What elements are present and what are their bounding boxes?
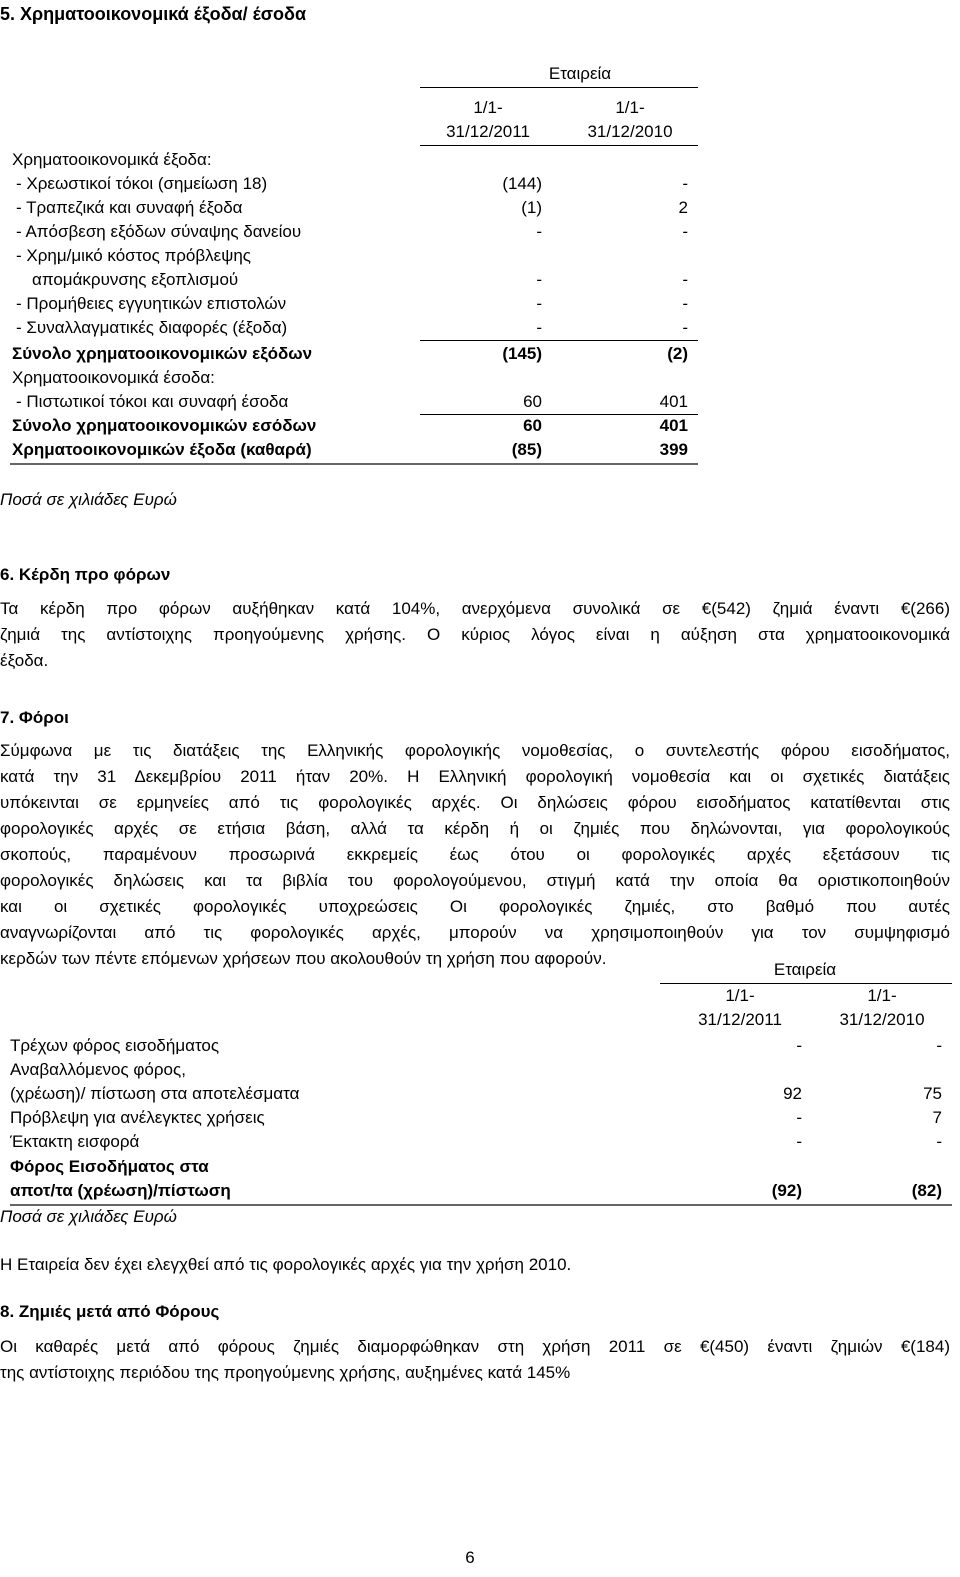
s5-row-v1: (145) [502,344,542,363]
s5-row-label: απομάκρυνσης εξοπλισμού [32,270,239,289]
s5-row-label: Χρηματοοικονομικά έξοδα: [12,150,212,169]
s7-row-v2: 75 [923,1084,942,1103]
s7-col1-line1: 1/1- [725,986,755,1005]
s5-bottom-rule [10,463,698,465]
s5-row-v2: - [682,174,688,193]
s6-line: Τα κέρδη προ φόρων αυξήθηκαν κατά 104%, ανερχόμενα συνολικά σε €(542) ζημιά έναντι €(266) [0,599,950,618]
s5-row-v1: - [536,318,542,337]
s7-row-label: Έκτακτη εισφορά [10,1132,140,1151]
s5-header-rule [420,87,698,88]
s7-row-label: Πρόβλεψη για ανέλεγκτες χρήσεις [10,1108,265,1127]
s7-row-label: Αναβαλλόμενος φόρος, [10,1060,186,1079]
s7-line: σκοπούς, παραμένουν προσωρινά εκκρεμείς έως ότου οι φορολογικές αρχές εξετάσουν τις [0,845,950,864]
s5-row-v1: 60 [523,392,542,411]
s5-row-v2: - [682,318,688,337]
section-5-title: 5. Χρηματοοικονομικά έξοδα/ έσοδα [0,4,307,24]
s5-row-v1: 60 [523,416,542,435]
s5-col1-line2: 31/12/2011 [446,122,530,141]
s7-row-v1: - [796,1036,802,1055]
s7-line: Σύμφωνα με τις διατάξεις της Ελληνικής φορολογικής νομοθεσίας, ο συντελεστής φόρου εισοδήματος, [0,741,950,760]
s5-row-label-net: Χρηματοοικονομικών έξοδα (καθαρά) [12,440,312,459]
s7-row-v1: - [796,1108,802,1127]
s5-col2-line2: 31/12/2010 [587,122,673,141]
s5-note: Ποσά σε χιλιάδες Ευρώ [0,490,177,509]
s5-row-label-total: Σύνολο χρηματοοικονομικών εσόδων [12,416,317,435]
s5-row-v1: - [536,270,542,289]
s7-col2-line2: 31/12/2010 [839,1010,925,1029]
s5-col2-line1: 1/1- [615,98,645,117]
section-8-title: 8. Ζημιές μετά από Φόρους [0,1302,220,1321]
s5-row-label: - Πιστωτικοί τόκοι και συναφή έσοδα [16,392,289,411]
s5-colhead-rule [420,145,698,146]
s7-row-label: (χρέωση)/ πίστωση στα αποτελέσματα [10,1084,300,1103]
s7-audit-note: Η Εταιρεία δεν έχει ελεγχθεί από τις φορολογικές αρχές για την χρήση 2010. [0,1255,572,1274]
s5-row-v1: - [536,222,542,241]
s7-row-label-total: αποτ/τα (χρέωση)/πίστωση [10,1181,231,1200]
s7-col2-line1: 1/1- [867,986,897,1005]
s5-row-v1: (1) [521,198,542,217]
s7-line: φορολογικές αρχές σε ετήσια βάση, αλλά τα κέρδη ή οι ζημιές που δηλώνονται, για φορολογικούς [0,819,950,838]
s5-row-label: - Χρεωστικοί τόκοι (σημείωση 18) [16,174,268,193]
s7-line: υπόκεινται σε ερμηνείες από τις φορολογικές αρχές. Οι δηλώσεις φόρου εισοδήματος κατατίθενται στις [0,793,950,812]
s7-row-label: Τρέχων φόρος εισοδήματος [10,1036,220,1055]
section-7-paragraph [0,738,950,972]
s5-row-v2: (2) [667,344,688,363]
s5-row-v2: 2 [678,198,688,217]
s7-line: κερδών των πέντε επόμενων χρήσεων που ακολουθούν τη χρήση που αφορούν. [0,949,607,968]
section-7-title: 7. Φόροι [0,708,69,727]
s7-line: φορολογικές δηλώσεις και τα βιβλία του φορολογούμενου, στιγμή κατά την οποία θα οριστικοποιηθούν [0,871,950,890]
s5-company-header: Εταιρεία [548,64,612,83]
s7-col1-line2: 31/12/2011 [698,1010,782,1029]
s7-row-v1: (92) [771,1181,802,1200]
s5-row-label: Χρηματοοικονομικά έσοδα: [12,368,215,387]
s5-row-v1: (85) [511,440,542,459]
s7-note: Ποσά σε χιλιάδες Ευρώ [0,1207,177,1226]
s5-row-v2: 401 [659,416,688,435]
s7-line: κατά την 31 Δεκεμβρίου 2011 ήταν 20%. Η Ελληνική φορολογική νομοθεσία και οι σχετικές διατάξεις [0,767,950,786]
s5-row-label-total: Σύνολο χρηματοοικονομικών εξόδων [12,344,313,363]
s8-line: της αντίστοιχης περιόδου της προηγούμενης χρήσης, αυξημένες κατά 145% [0,1363,571,1382]
s7-row-v2: 7 [932,1108,942,1127]
page-number: 6 [465,1548,475,1567]
s7-company-header: Εταιρεία [773,960,837,979]
s6-line: έξοδα. [0,651,49,670]
section-6-title: 6. Κέρδη προ φόρων [0,565,171,584]
s5-col1-line1: 1/1- [473,98,503,117]
s5-row-v2: - [682,294,688,313]
s7-line: αναγνωρίζονται από τις φορολογικές αρχές, μπορούν να χρησιμοποιηθούν για τον συμψηφισμό [0,923,950,942]
s8-line: Οι καθαρές μετά από φόρους ζημιές διαμορφώθηκαν στη χρήση 2011 σε €(450) έναντι ζημιών €(184) [0,1337,950,1356]
s5-row-v2: 399 [659,440,688,459]
s6-line: ζημιά της αντίστοιχης προηγούμενης χρήσης. Ο κύριος λόγος είναι η αύξηση στα χρηματοοικονομικά [0,625,950,644]
s5-row-v2: - [682,270,688,289]
section-8-paragraph [0,1334,950,1386]
s5-row-v1: (144) [502,174,542,193]
s7-row-v2: - [936,1036,942,1055]
s7-row-v2: - [936,1132,942,1151]
s7-row-v1: 92 [783,1084,802,1103]
s5-row-label: - Συναλλαγματικές διαφορές (έξοδα) [16,318,288,337]
s5-row-v1: - [536,294,542,313]
s5-row-v2: - [682,222,688,241]
s5-row-v2: 401 [659,392,688,411]
s5-row-label: - Χρημ/μικό κόστος πρόβλεψης [16,246,251,265]
s7-row-label-total: Φόρος Εισοδήματος στα [10,1157,209,1176]
s7-line: και οι σχετικές φορολογικές υποχρεώσεις Οι φορολογικές ζημιές, στο βαθμό που αυτές [0,897,950,916]
s5-row-label: - Προμήθειες εγγυητικών επιστολών [16,294,287,313]
section-6-paragraph [0,596,950,674]
s7-row-v1: - [796,1132,802,1151]
s5-row-label: - Απόσβεση εξόδων σύναψης δανείου [16,222,302,241]
s7-row-v2: (82) [911,1181,942,1200]
s5-row-label: - Τραπεζικά και συναφή έξοδα [16,198,243,217]
s5-subtotal-rule [420,340,698,341]
